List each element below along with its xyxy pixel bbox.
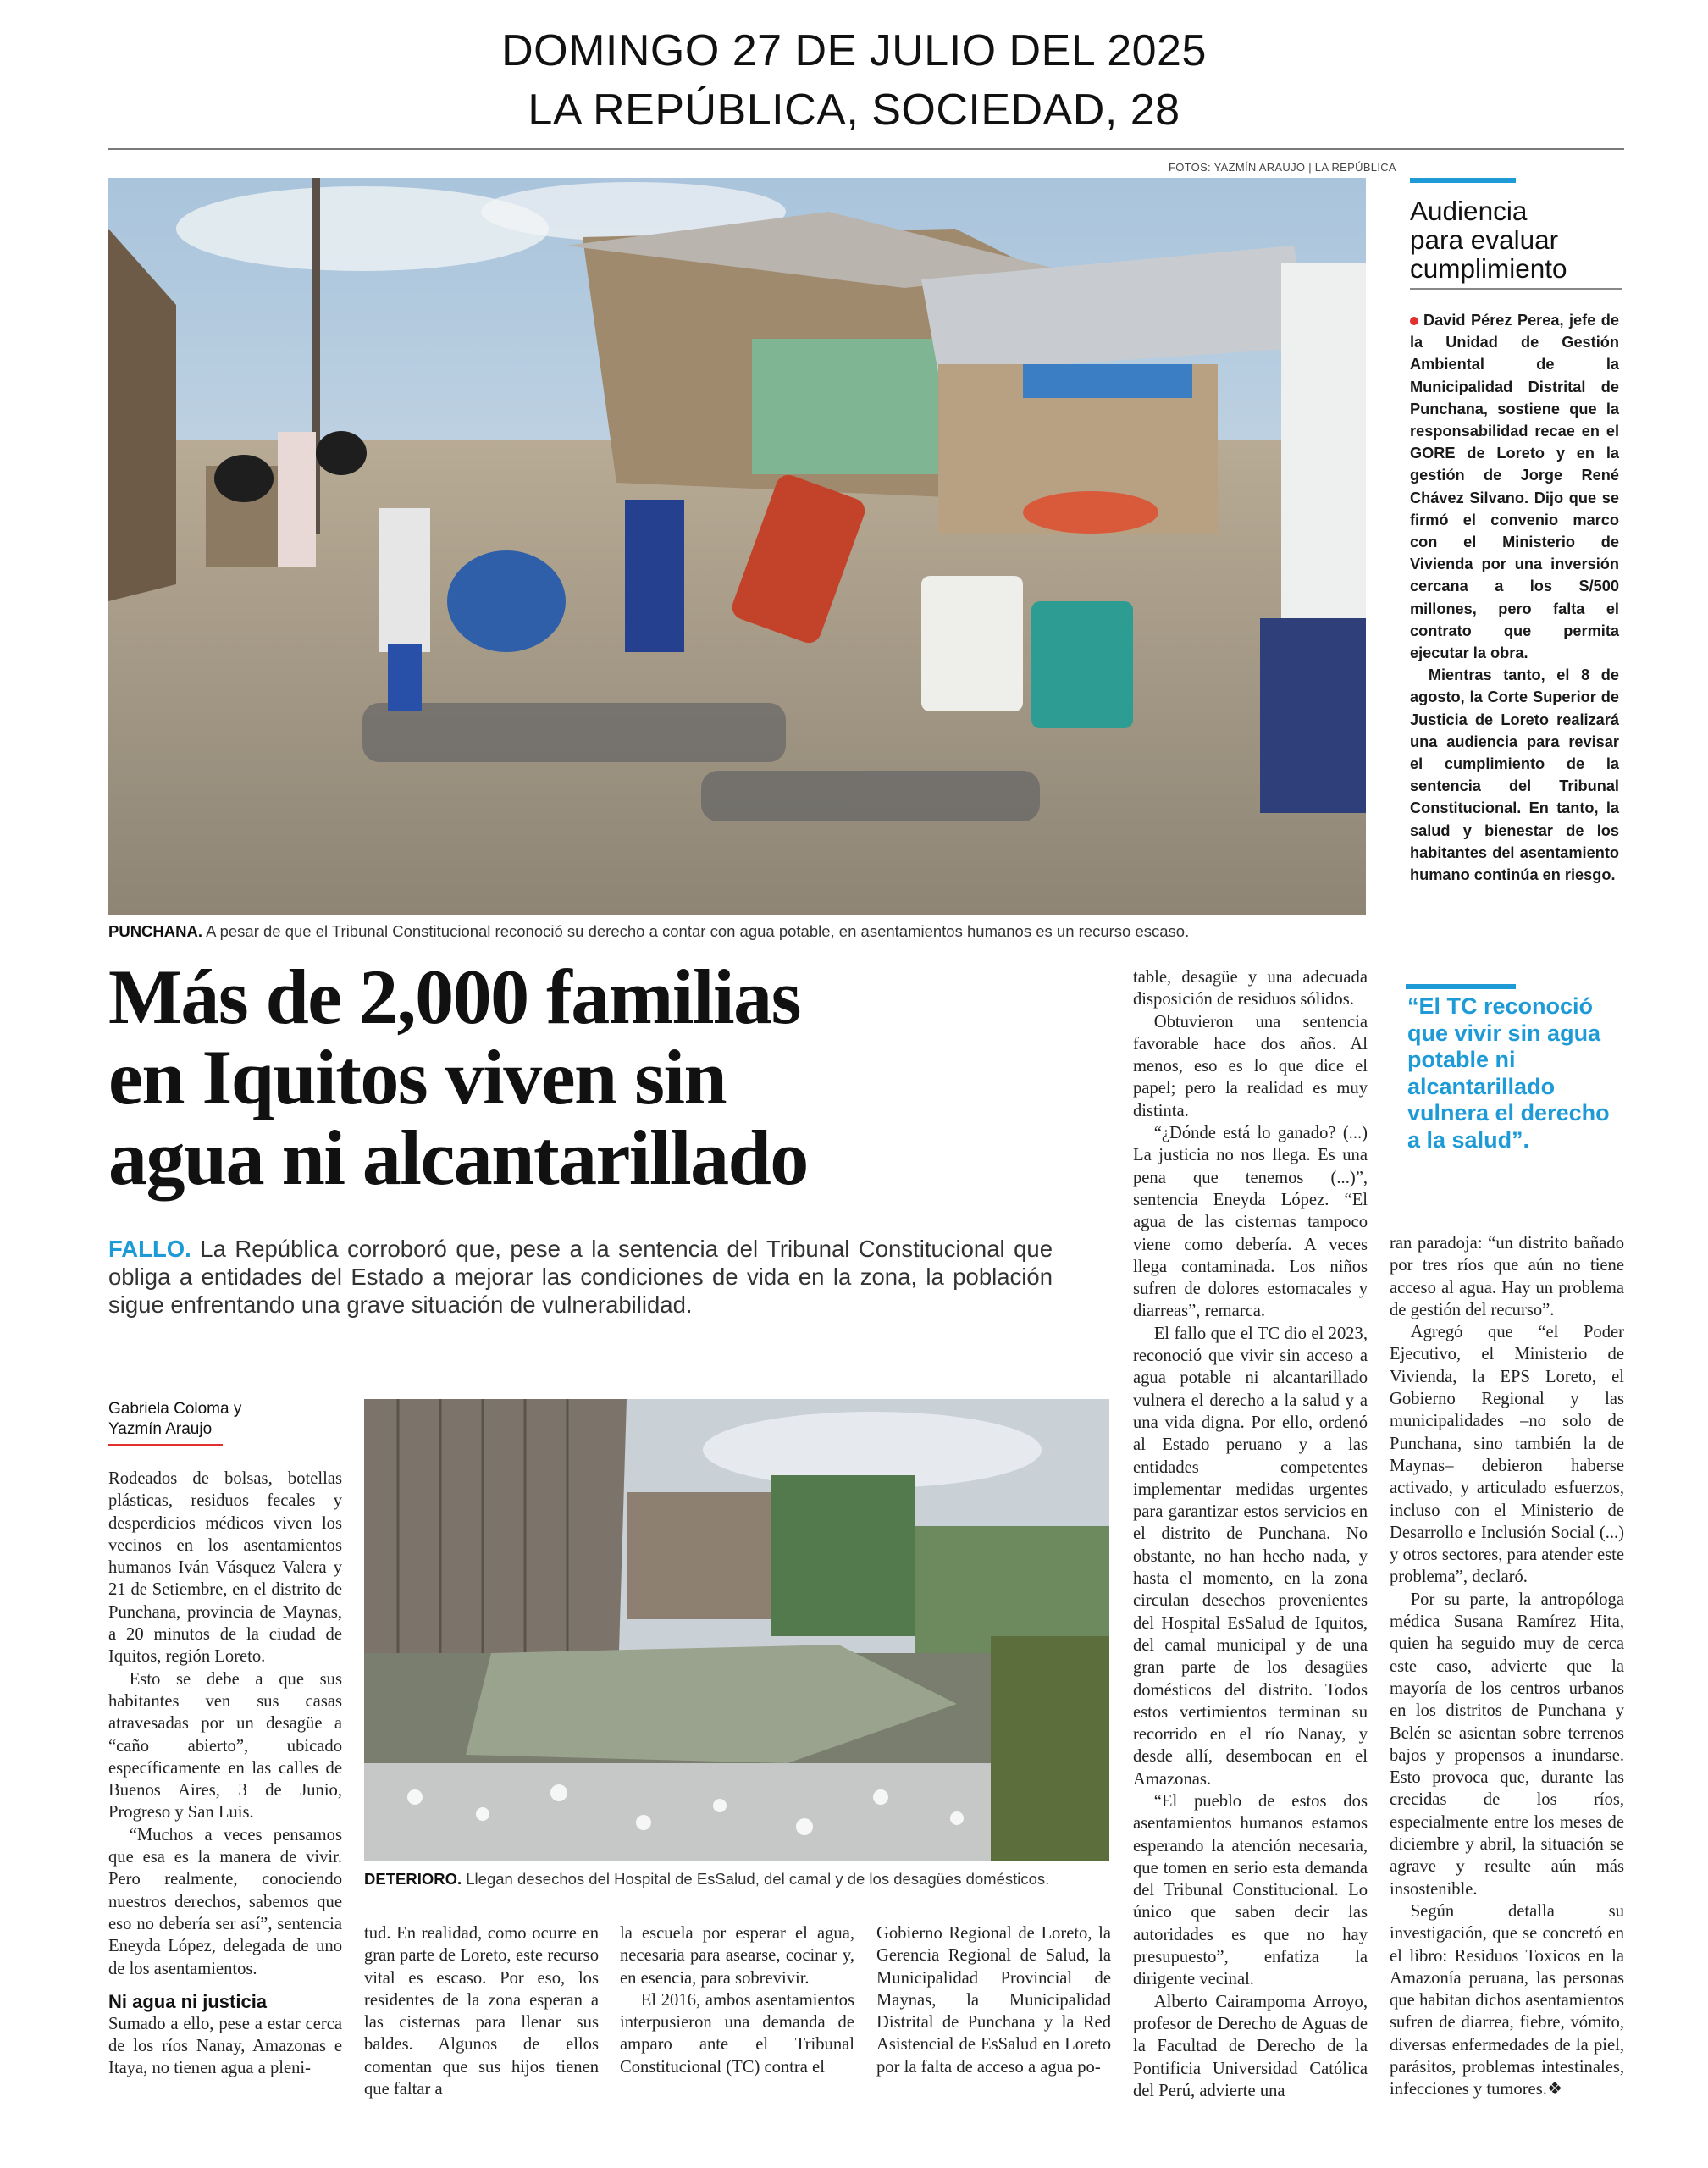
second-photo xyxy=(364,1399,1109,1861)
photo-credit: FOTOS: YAZMÍN ARAUJO | LA REPÚBLICA xyxy=(1169,161,1396,174)
sidebar-title xyxy=(1410,196,1567,283)
body-paragraph: table, desagüe y una adecuada disposición de residuos sólidos. xyxy=(1133,968,1368,1009)
sidebar-paragraph: Mientras tanto, el 8 de agosto, la Corte Superior de Justicia de Loreto realizará una audiencia para revisar el cumplimiento de la sentencia del Tribunal Constitucional. En tanto, la salud y bienestar de los habitantes del asentamiento humano continúa en riesgo. xyxy=(1410,666,1619,884)
body-paragraph: Agregó que “el Poder Ejecutivo, el Ministerio de Vivienda, la EPS Loreto, el Gobierno Regional y las municipalidades –no solo de Punchana, sino también la de Maynas– debieron haberse activado, y articulado esfuerzos, incluso con el Ministerio de Desarrollo e Inclusión Social (...) y otros sectores, para atender este problema”, declaró. xyxy=(1390,1323,1624,1587)
body-paragraph: Sumado a ello, pese a estar cerca de los ríos Nanay, Amazonas e Itaya, no tienen agua a pleni- xyxy=(108,2014,342,2078)
body-paragraph: El 2016, ambos asentamientos interpusieron una demanda de amparo ante el Tribunal Constitucional (TC) contra el xyxy=(620,1990,854,2077)
byline xyxy=(108,1399,241,1440)
body-paragraph: Gobierno Regional de Loreto, la Gerencia Regional de Salud, la Municipalidad Provincial de Maynas, la Municipalidad Distrital de Punchana y la Red Asistencial de EsSalud en Loreto por la falta de acceso a agua po- xyxy=(876,1924,1111,2077)
body-paragraph: Obtuvieron una sentencia favorable hace dos años. Al menos, eso es lo que dice el papel; pero la realidad es muy distinta. xyxy=(1133,1012,1368,1120)
sidebar-accent-bar xyxy=(1410,178,1516,183)
caption-text: A pesar de que el Tribunal Constitucional reconoció su derecho a contar con agua potable, en asentamientos humanos es un recurso escaso. xyxy=(202,922,1190,940)
sidebar-body xyxy=(1410,309,1619,886)
lead-text: La República corroboró que, pese a la sentencia del Tribunal Constitucional que obliga a entidades del Estado a mejorar las condiciones de vida en la zona, la población sigue enfrentando una grave situación de vulnerabilidad. xyxy=(108,1236,1053,1318)
headline-line: agua ni alcantarillado xyxy=(108,1114,808,1201)
body-paragraph: Por su parte, la antropóloga médica Susana Ramírez Hita, quien ha seguido muy de cerca este caso, advierte que la mayoría de los centros urbanos en los distritos de Punchana y Belén se asientan sobre terrenos bajos y propensos a inundarse. Esto provoca que, durante las crecidas de los ríos, especialmente entre los meses de diciembre y abril, la situación se agrave y resulte aún más insostenible. xyxy=(1390,1590,1624,1899)
body-paragraph: “Muchos a veces pensamos que esa es la manera de vivir. Pero realmente, conociendo nuestros derechos, sabemos que eso no debería ser así”, sentencia Eneyda López, delegada de uno de los asentamientos. xyxy=(108,1825,342,1978)
caption-label: DETERIORO. xyxy=(364,1870,462,1888)
body-column-1 xyxy=(108,1468,342,2080)
body-paragraph: “¿Dónde está lo ganado? (...) La justicia no nos llega. Es una pena que tenemos (...)”, sentencia Eneyda López. “El agua de las cisternas tampoco viene como debería. A veces llega contaminada. Los niños sufren de dolores estomacales y diarreas”, remarca. xyxy=(1133,1124,1368,1321)
lead-label: FALLO. xyxy=(108,1236,191,1262)
byline-line: Gabriela Coloma y xyxy=(108,1400,242,1418)
section-line: LA REPÚBLICA, SOCIEDAD, 28 xyxy=(528,86,1180,135)
sidebar-title-line: para evaluar xyxy=(1410,224,1559,255)
date-line: DOMINGO 27 DE JULIO DEL 2025 xyxy=(501,26,1207,75)
bullet-dot xyxy=(1410,317,1418,325)
body-column-6 xyxy=(1390,1232,1624,2101)
sidebar-paragraph: David Pérez Perea, jefe de la Unidad de Gestión Ambiental de la Municipalidad Distrital de Punchana, sostiene que la responsabilidad recae en el GORE de Loreto y en la gestión de Jorge René Chávez Silvano. Dijo que se firmó el convenio marco con el Ministerio de Vivienda por una inversión cercana a los S/500 millones, pero falta el contrato que permita ejecutar la obra. xyxy=(1410,312,1619,662)
body-column-2 xyxy=(364,1922,599,2100)
body-paragraph: El fallo que el TC dio el 2023, reconoció que vivir sin acceso a agua potable ni alcantarillado vulnera el derecho a la salud y a una vida digna. Por ello, ordenó al Estado peruano y a las entidades competentes implementar medidas urgentes para garantizar estos servicios en el distrito de Punchana. No obstante, no han hecho nada, y hasta el momento, en la zona circulan desechos provenientes del Hospital EsSalud de Iquitos, del camal municipal y de una gran parte de los desagües domésticos del distrito. Todos estos vertimientos terminan su recorrido en el río Nanay, y desde allí, desembocan en el Amazonas. xyxy=(1133,1324,1368,1789)
body-paragraph: tud. En realidad, como ocurre en gran parte de Loreto, este recurso vital es escaso. Por eso, los residentes de la zona esperan a las cisternas para llenar sus baldes. Algunos de ellos comentan que sus hijos tienen que faltar a xyxy=(364,1924,599,2099)
pull-quote: “El TC reconoció que vivir sin agua potable ni alcantarillado vulnera el derecho a la salud”. xyxy=(1407,993,1610,1153)
sidebar-rule xyxy=(1410,288,1622,290)
sidebar-title-line: Audiencia xyxy=(1410,196,1528,226)
headline-line: Más de 2,000 familias xyxy=(108,954,800,1040)
end-mark-icon: ❖ xyxy=(1546,2080,1563,2099)
byline-rule xyxy=(108,1444,223,1446)
second-photo-caption xyxy=(364,1870,1049,1889)
body-paragraph: Según detalla su investigación, que se concretó en el libro: Residuos Toxicos en la Amazonía peruana, las personas que habitan dichos asentamientos sufren de diarrea, fiebre, vómito, diversas enfermedades de la piel, parásitos, problemas intestinales, infecciones y tumores. xyxy=(1390,1901,1624,2099)
body-paragraph: “El pueblo de estos dos asentamientos humanos estamos esperando la atención necesaria, que tomen en serio esta demanda del Tribunal Constitucional. Lo único que saben decir las autoridades es que no hay presupuesto”, enfatiza la dirigente vecinal. xyxy=(1133,1791,1368,1989)
body-paragraph: Esto se debe a que sus habitantes ven sus casas atravesadas por un desagüe a “caño abierto”, ubicado específicamente en las calles de Buenos Aires, 3 de Junio, Progreso y San Luis. xyxy=(108,1669,342,1822)
main-photo xyxy=(108,178,1366,915)
body-paragraph: Rodeados de bolsas, botellas plásticas, residuos fecales y desperdicios médicos viven los vecinos en los asentamientos humanos Iván Vásquez Valera y 21 de Setiembre, en el distrito de Punchana, provincia de Maynas, a 20 minutos de la ciudad de Iquitos, región Loreto. xyxy=(108,1469,342,1667)
body-column-4 xyxy=(876,1922,1111,2078)
caption-text: Llegan desechos del Hospital de EsSalud, del camal y de los desagües domésticos. xyxy=(462,1870,1050,1888)
pull-quote-accent-bar xyxy=(1406,984,1516,989)
masthead-rule xyxy=(108,148,1624,150)
headline xyxy=(108,954,1125,1201)
main-photo-caption xyxy=(108,922,1189,941)
sidebar-title-line: cumplimiento xyxy=(1410,253,1567,284)
body-column-5 xyxy=(1133,966,1368,2102)
subhead: Ni agua ni justicia xyxy=(108,1990,268,2012)
body-paragraph: Alberto Cairampoma Arroyo, profesor de Derecho de Aguas de la Facultad de Derecho de la Pontificia Universidad Católica del Perú, advierte una xyxy=(1133,1992,1368,2100)
body-paragraph: la escuela por esperar el agua, necesaria para asearse, cocinar y, en esencia, para sobrevivir. xyxy=(620,1924,854,1988)
headline-line: en Iquitos viven sin xyxy=(108,1034,727,1120)
byline-line: Yazmín Araujo xyxy=(108,1420,213,1438)
body-column-3 xyxy=(620,1922,854,2078)
body-paragraph: ran paradoja: “un distrito bañado por tres ríos que aún no tiene acceso al agua. Hay un problema de gestión del recurso”. xyxy=(1390,1234,1624,1319)
caption-label: PUNCHANA. xyxy=(108,922,202,940)
lead xyxy=(108,1235,1053,1319)
